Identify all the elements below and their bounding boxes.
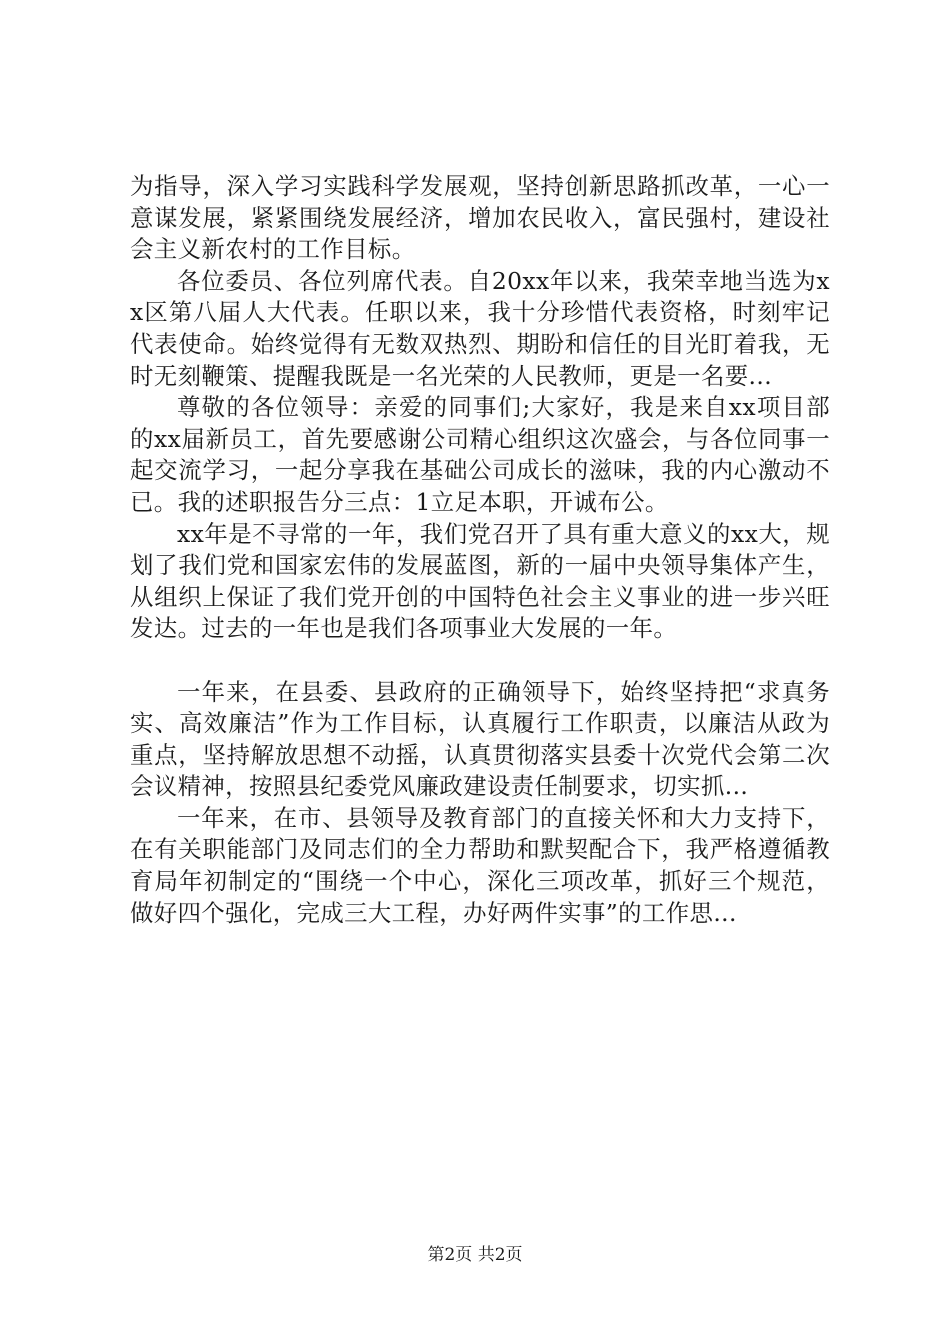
page-footer (0, 1244, 950, 1266)
document-body (130, 171, 830, 929)
paragraph-3: 尊敬的各位领导：亲爱的同事们;大家好，我是来自xx项目部的xx届新员工，首先要感谢公司精心组织这次盛会，与各位同事一起交流学习，一起分享我在基础公司成长的滋味，我的内心激动不已。我的述职报告分三点：1立足本职，开诚布公。 (130, 393, 830, 516)
paragraph-4: xx年是不寻常的一年，我们党召开了具有重大意义的xx大，规划了我们党和国家宏伟的发展蓝图，新的一届中央领导集体产生，从组织上保证了我们党开创的中国特色社会主义事业的进一步兴旺发达。过去的一年也是我们各项事业大发展的一年。 (130, 519, 830, 643)
paragraph-6: 一年来，在市、县领导及教育部门的直接关怀和大力支持下，在有关职能部门及同志们的全力帮助和默契配合下，我严格遵循教育局年初制定的“围绕一个中心，深化三项改革，抓好三个规范，做好四个强化，完成三大工程，办好两件实事”的工作思... (130, 803, 830, 927)
paragraph-1: 为指导，深入学习实践科学发展观，坚持创新思路抓改革，一心一意谋发展，紧紧围绕发展经济，增加农民收入，富民强村，建设社会主义新农村的工作目标。 (130, 172, 830, 264)
paragraph-5: 一年来，在县委、县政府的正确领导下，始终坚持把“求真务实、高效廉洁”作为工作目标，认真履行工作职责，以廉洁从政为重点，坚持解放思想不动摇，认真贯彻落实县委十次党代会第二次会议精神，按照县纪委党风廉政建设责任制要求，切实抓... (130, 677, 830, 801)
paragraph-2: 各位委员、各位列席代表。自20xx年以来，我荣幸地当选为xx区第八届人大代表。任职以来，我十分珍惜代表资格，时刻牢记代表使命。始终觉得有无数双热烈、期盼和信任的目光盯着我，无时无刻鞭策、提醒我既是一名光荣的人民教师，更是一名要... (130, 266, 830, 390)
page-number: 第2页 共2页 (427, 1245, 523, 1265)
